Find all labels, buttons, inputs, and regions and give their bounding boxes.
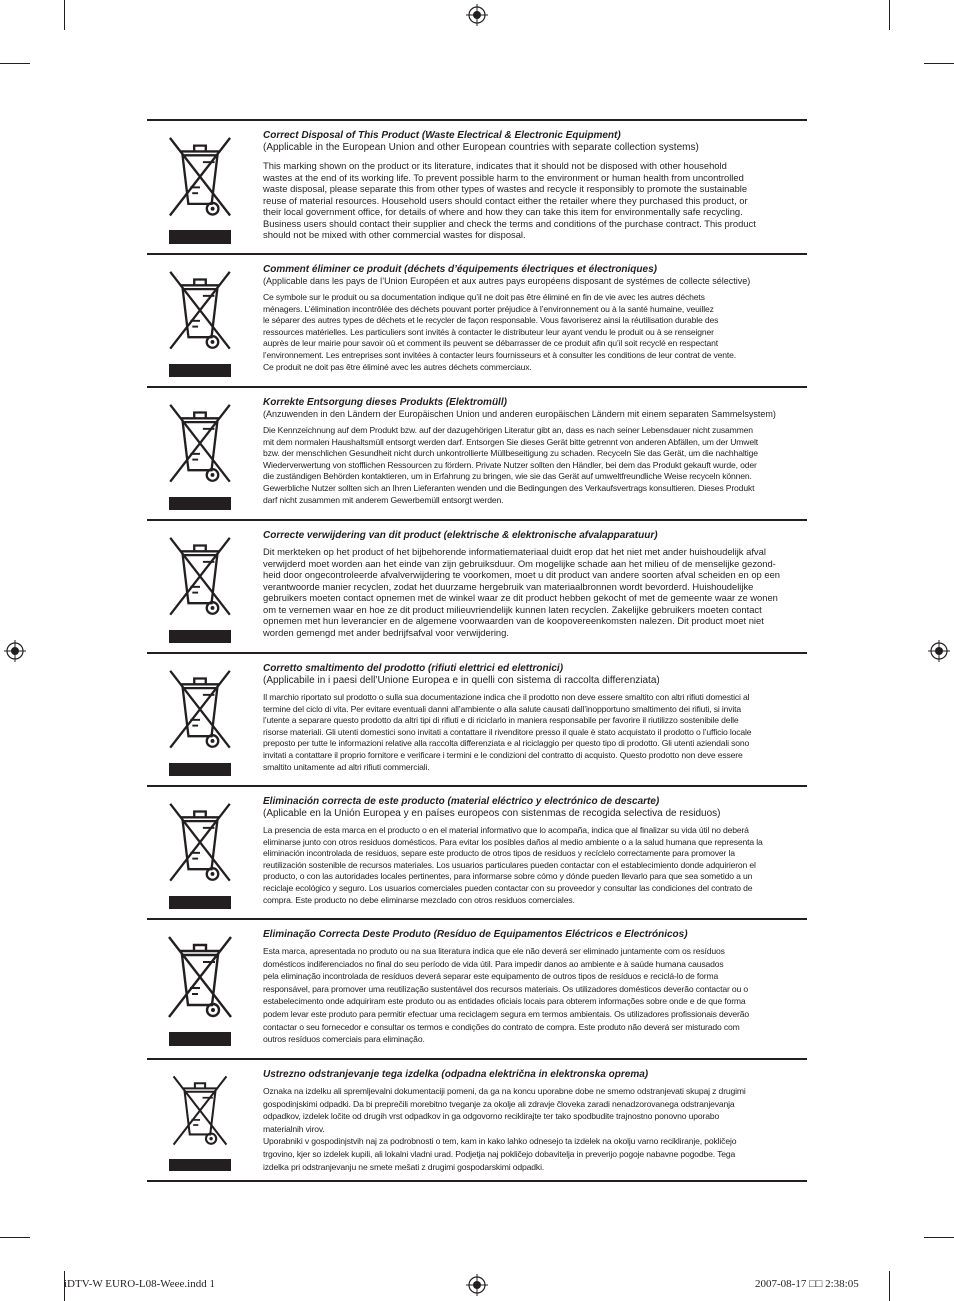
- weee-text: [263, 130, 807, 244]
- section-subtitle: (Aplicable en la Unión Europea y en países europeos con sistenmas de recogida selectiva de residuos): [263, 808, 721, 819]
- weee-notice: [147, 119, 807, 1182]
- section-subtitle: (Anzuwenden in den Ländern der Europäischen Union und anderen europäischen Ländern mit einem separaten Sammelsystem): [263, 409, 776, 419]
- registration-mark-icon: [928, 640, 950, 662]
- crop-mark: [889, 0, 890, 30]
- weee-section-en: [147, 119, 807, 253]
- weee-black-bar: [169, 1032, 231, 1046]
- crossed-out-bin-icon: [166, 800, 234, 885]
- crossed-out-bin-icon: [166, 534, 234, 619]
- weee-black-bar: [169, 1159, 231, 1171]
- section-subtitle: (Applicable dans les pays de l’Union Européen et aux autres pays européens disposant de systémes de collecte sélective): [263, 276, 751, 286]
- section-title: Comment éliminer ce produit (déchets d’équipements électriques et électroniques): [263, 264, 657, 275]
- weee-symbol: [147, 264, 263, 377]
- weee-section-fr: [147, 253, 807, 386]
- crop-mark: [64, 0, 65, 30]
- crossed-out-bin-icon: [166, 401, 234, 486]
- footer-filename: iDTV-W EURO-L08-Weee.indd 1: [64, 1278, 215, 1290]
- crossed-out-bin-icon: [166, 667, 234, 752]
- weee-black-bar: [169, 630, 231, 643]
- section-title: Ustrezno odstranjevanje tega izdelka (odpadna električna in elektronska oprema): [263, 1069, 649, 1080]
- weee-section-es: [147, 785, 807, 918]
- weee-section-nl: [147, 519, 807, 652]
- crop-mark: [0, 1237, 30, 1238]
- section-body: Il marchio riportato sul prodotto o sulla sua documentazione indica che il prodotto non deve essere smaltito con altri rifiuti domestici al termine del ciclo di vita. Per evitare eventuali danni all’ambiente o alla salute causati dall’inopportuno smaltimento dei rifiuti, si invita l’utente a separare questo prodotto da altri tipi di rifiuti e di riciclarlo in maniera responsabile per favorire il riutilizzo sostenibile delle risorse materiali. Gli utenti domestici sono invitati a contattare il rivenditore presso il quale è stato acquistato il prodotto o l’ufficio locale preposto per tutte le informazioni relative alla raccolta differenziata e al riciclaggio per questo tipo di prodotto. Gli utenti aziendali sono invitati a contattare il proprio fornitore e verificare i termini e le condizioni del contratto di acquisto. Questo prodotto non deve essere smaltito unitamente ad altri rifiuti commerciali.: [263, 692, 752, 772]
- section-body: Dit merkteken op het product of het bijbehorende informatiemateriaal duidt erop dat het niet met ander huishoudelijk afval verwijderd moet worden aan het einde van zijn gebruiksduur. Om mogelijke schade aan het milieu of de menselijke gezond- heid door ongecontroleerde afvalverwijdering te voorkomen, moet u dit product van andere soorten afval scheiden en op een verantwoorde manier recyclen, zodat het duurzame hergebruik van materiaalbronnen wordt bevorderd. Huishoudelijke gebruikers moeten contact opnemen met de winkel waar ze dit product hebben gekocht of met de gemeente waar ze wonen om te vernemen waar en hoe ze dit product milieuvriendelijk kunnen laten recyclen. Zakelijke gebruikers moeten contact opnemen met hun leverancier en de algemene voorwaarden van de koopovereenkomsten nalezen. Dit product moet niet worden gemengd met ander bedrijfsafval voor verwijdering.: [263, 546, 780, 638]
- section-title: Corretto smaltimento del prodotto (rifiuti elettrici ed elettronici): [263, 663, 564, 674]
- section-body: Die Kennzeichnung auf dem Produkt bzw. auf der dazugehörigen Literatur gibt an, dass es nach seiner Lebensdauer nicht zusammen mit dem normalen Haushaltsmüll entsorgt werden darf. Entsorgen Sie dieses Gerät bitte getrennt von anderen Abfällen, um der Umwelt bzw. der menschlichen Gesundheit nicht durch unkontrollierte Müllbeseitigung zu schaden. Recyceln Sie das Gerät, um die nachhaltige Wiederverwertung von stofflichen Ressourcen zu fördern. Private Nutzer sollten den Händler, bei dem das Produkt gekauft wurde, oder die zuständigen Behörden kontaktieren, um in Erfahrung zu bringen, wie sie das Gerät auf umweltfreundliche Weise recyceln können. Gewerbliche Nutzer sollten sich an Ihren Lieferanten wenden und die Bedingungen des Verkaufsvertrags konsultieren. Dieses Produkt darf nicht zusammen mit anderem Gewerbemüll entsorgt werden.: [263, 425, 758, 505]
- weee-text: [263, 929, 807, 1049]
- section-subtitle: (Applicabile in i paesi dell’Unione Europea e in quelli con sistema di raccolta differenziata): [263, 675, 660, 686]
- section-body: Ce symbole sur le produit ou sa documentation indique qu’il ne doit pas être éliminé en fin de vie avec les autres déchets ménagers. L’élimination incontrôlée des déchets pouvant porter préjudice à l’environnement ou à la santé humaine, veuillez le séparer des autres types de déchets et le recycler de façon responsable. Vous favoriserez ainsi la réutilisation durable des ressources matérielles. Les particuliers sont invités à contacter le distributeur leur ayant vendu le produit ou à se renseigner auprès de leur mairie pour savoir où et comment ils peuvent se débarrasser de ce produit afin qu’il soit recyclé en respectant l’environnement. Les entreprises sont invitées à contacter leurs fournisseurs et à consulter les conditions de leur contrat de vente. Ce produit ne doit pas être éliminé avec les autres déchets commerciaux.: [263, 292, 737, 372]
- weee-text: [263, 264, 807, 377]
- weee-black-bar: [169, 763, 231, 776]
- weee-section-it: [147, 652, 807, 785]
- crossed-out-bin-icon: [166, 933, 234, 1021]
- section-body: This marking shown on the product or its literature, indicates that it should not be disposed with other household wastes at the end of its working life. To prevent possible harm to the environment or human health from uncontrolled waste disposal, please separate this from other types of wastes and recycle it responsibly to promote the sustainable reuse of material resources. Household users should contact either the retailer where they purchased this product, or their local government office, for details of where and how they can take this item for environmentally safe recycling. Business users should contact their supplier and check the terms and conditions of the purchase contract. This product should not be mixed with other commercial wastes for disposal.: [263, 160, 756, 240]
- registration-mark-icon: [4, 640, 26, 662]
- crossed-out-bin-icon: [166, 134, 234, 219]
- footer-timestamp: 2007-08-17 □□ 2:38:05: [755, 1278, 859, 1290]
- weee-text: [263, 663, 807, 776]
- section-subtitle: (Applicable in the European Union and other European countries with separate collection systems): [263, 142, 699, 153]
- weee-symbol: [147, 397, 263, 510]
- weee-symbol: [147, 929, 263, 1049]
- section-title: Eliminación correcta de este producto (material eléctrico y electrónico de descarte): [263, 796, 660, 807]
- weee-text: [263, 1069, 807, 1171]
- weee-section-sl: [147, 1058, 807, 1182]
- weee-black-bar: [169, 364, 231, 377]
- weee-text: [263, 397, 807, 510]
- weee-black-bar: [169, 896, 231, 909]
- weee-section-de: [147, 386, 807, 519]
- section-body: Oznaka na izdelku ali spremljevalni dokumentaciji pomeni, da ga na koncu uporabne dobe ne smemo odstranjevati skupaj z drugimi gospodinjskimi odpadki. Da bi preprečili morebitno tveganje za okolje ali zdravje človeka zaradi nenadzorovanega odstranjevanja odpadkov, izdelek ločite od drugih vrst odpadkov in ga odgovorno reciklirajte ter tako spodbudite trajnostno ponovno uporabo materialnih virov. Uporabniki v gospodinjstvih naj za podrobnosti o tem, kam in kako lahko odnesejo ta izdelek na okolju varno recikliranje, pokličejo trgovino, kjer so izdelek kupili, ali lokalni vladni urad. Podjetja naj pokličejo dobavitelja in preverijo pogoje nabavne pogodbe. Tega izdelka pri odstranjevanju ne smete mešati z drugimi gospodarskimi odpadki.: [263, 1086, 746, 1172]
- section-title: Eliminação Correcta Deste Produto (Resíduo de Equipamentos Eléctricos e Electrónicos): [263, 929, 688, 940]
- crop-mark: [924, 1237, 954, 1238]
- section-title: Correcte verwijdering van dit product (elektrische & elektronische afvalapparatuur): [263, 530, 658, 541]
- weee-section-pt: [147, 918, 807, 1058]
- weee-symbol: [147, 130, 263, 244]
- section-title: Correct Disposal of This Product (Waste Electrical & Electronic Equipment): [263, 130, 621, 141]
- crop-mark: [0, 63, 30, 64]
- section-title: Korrekte Entsorgung dieses Produkts (Elektromüll): [263, 397, 507, 408]
- registration-mark-icon: [466, 1274, 488, 1296]
- weee-black-bar: [169, 230, 231, 244]
- crop-mark: [889, 1271, 890, 1301]
- section-body: La presencia de esta marca en el producto o en el material informativo que lo acompaña, indica que al finalizar su vida útil no deberá eliminarse junto con otros residuos domésticos. Para evitar los posibles daños al medio ambiente o a la salud humana que representa la eliminación incontrolada de residuos, separe este producto de otros tipos de residuos y recíclelo correctamente para promover la reutilización sostenible de recursos materiales. Los usuarios particulares pueden contactar con el establecimiento donde adquirieron el producto, o con las autoridades locales pertinentes, para informarse sobre cómo y dónde pueden llevarlo para que sea sometido a un reciclaje ecológico y seguro. Los usuarios comerciales pueden contactar con su proveedor y consultar las condiciones del contrato de compra. Este producto no debe eliminarse mezclado con otros residuos comerciales.: [263, 825, 763, 905]
- weee-symbol: [147, 796, 263, 909]
- weee-text: [263, 796, 807, 909]
- weee-symbol: [147, 1069, 263, 1171]
- weee-symbol: [147, 530, 263, 643]
- crop-mark: [924, 63, 954, 64]
- weee-text: [263, 530, 807, 643]
- section-body: Esta marca, apresentada no produto ou na sua literatura indica que ele não deverá ser eliminado juntamente com os resíduos domésticos indiferenciados no final do seu período de vida útil. Para impedir danos ao ambiente e à saúde humana causados pela eliminação incontrolada de resíduos deverá separar este equipamento de outros tipos de resíduos e reciclá-lo de forma responsável, para promover uma reutilização sustentável dos recursos materiais. Os utilizadores domésticos deverão contactar ou o estabelecimento onde adquiriram este produto ou as entidades oficiais locais para obterem informações sobre onde e de que forma podem levar este produto para permitir efectuar uma reciclagem segura em termos ambientais. Os utilizadores profissionais deverão contactar o seu fornecedor e consultar os termos e condições do contrato de compra. Este produto não deverá ser misturado com outros resíduos comerciais para eliminação.: [263, 946, 750, 1045]
- weee-black-bar: [169, 497, 231, 510]
- crossed-out-bin-icon: [166, 268, 234, 353]
- registration-mark-icon: [466, 4, 488, 26]
- weee-symbol: [147, 663, 263, 776]
- crossed-out-bin-icon: [166, 1073, 234, 1148]
